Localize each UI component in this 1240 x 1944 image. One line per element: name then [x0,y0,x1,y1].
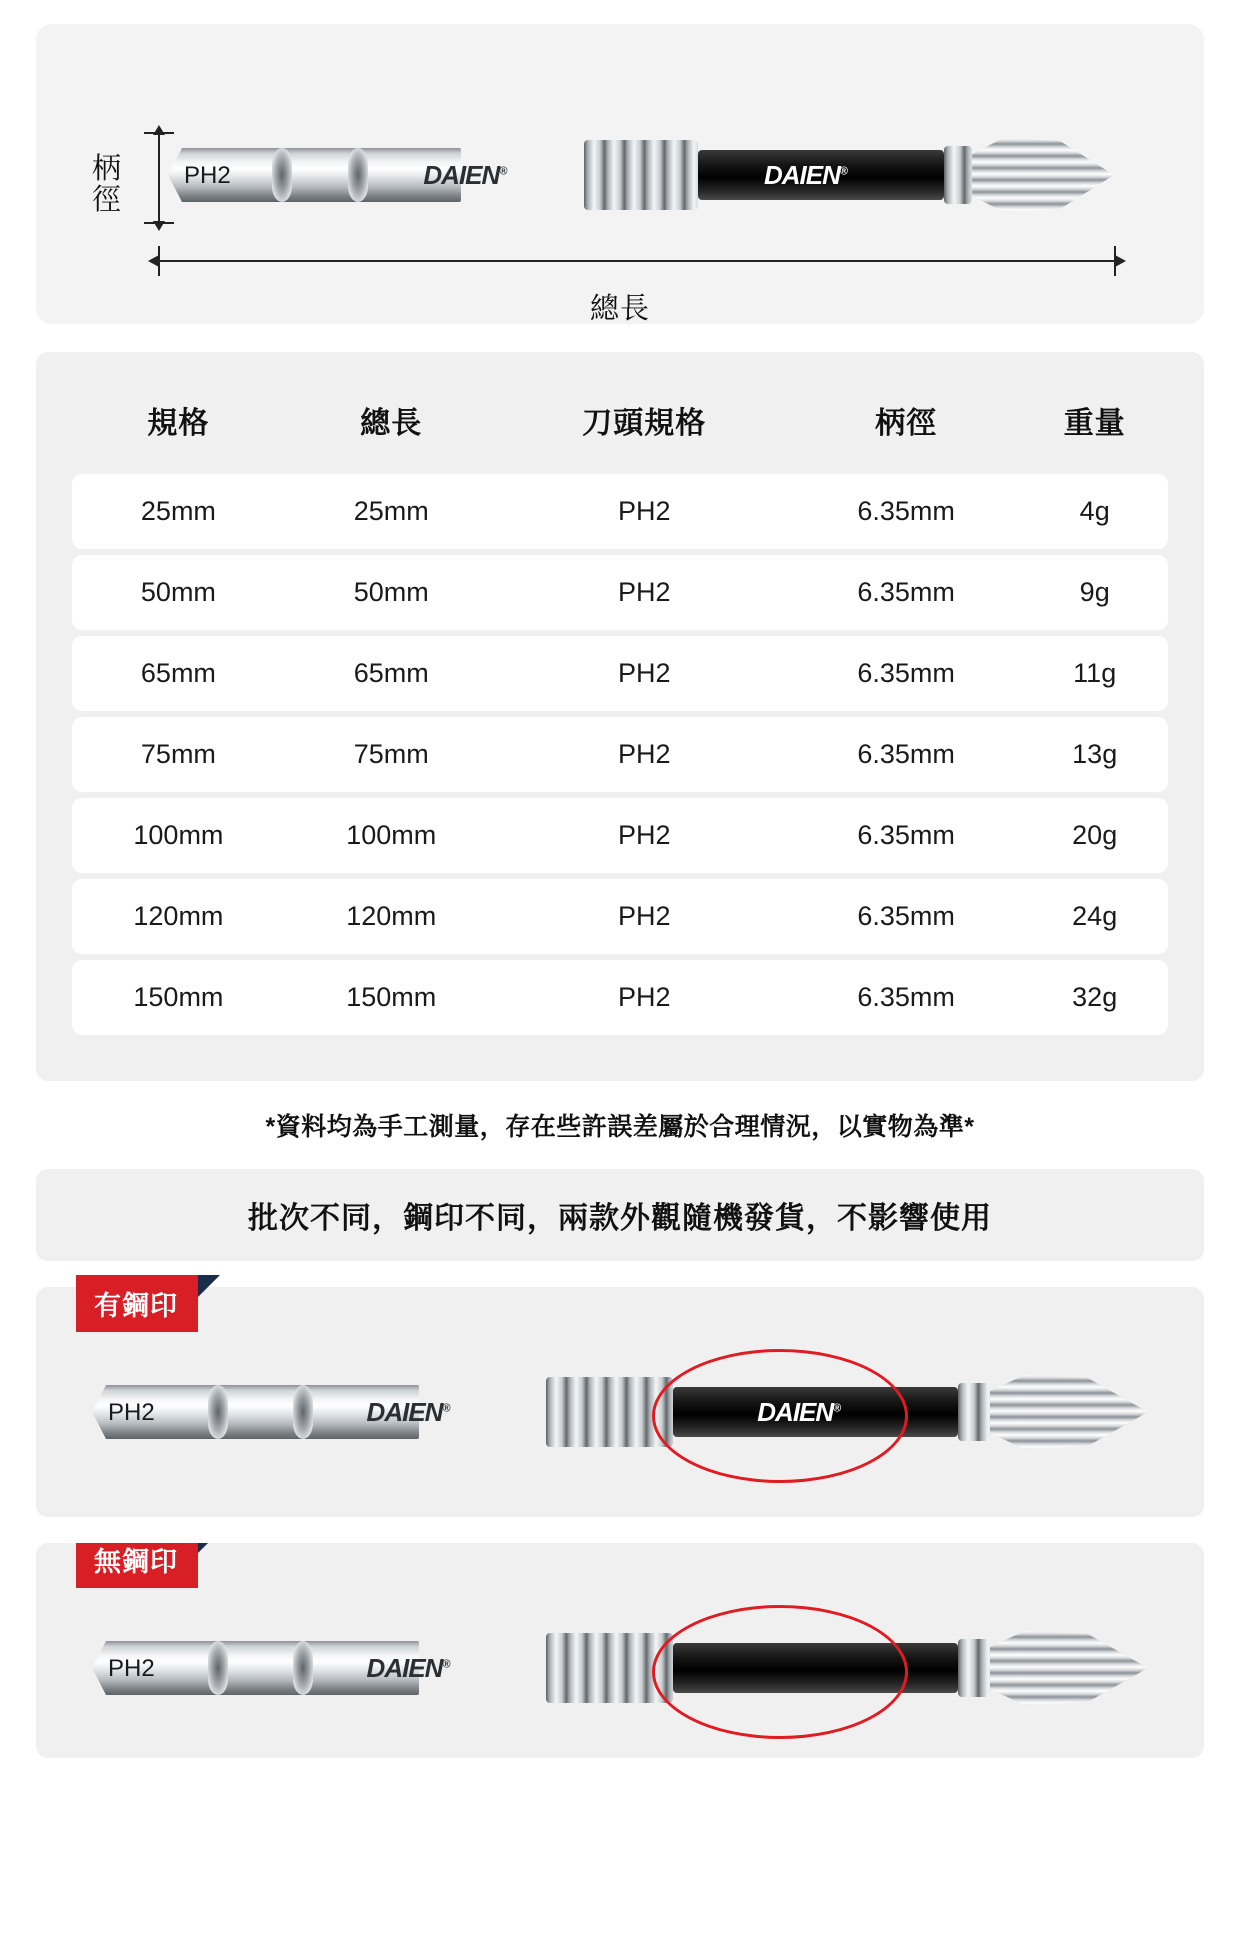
registered-mark-icon: ® [442,1402,450,1415]
variant-panel-unstamped [36,1543,1204,1758]
spec-table-panel [36,352,1204,1081]
table-cell: PH2 [498,960,791,1035]
bit-collar [958,1383,990,1441]
table-cell: 50mm [72,555,285,630]
spec-table-body [72,474,1168,1035]
table-cell: 120mm [72,879,285,954]
bit-collar [944,146,972,204]
table-cell: 120mm [285,879,498,954]
table-cell: 4g [1021,474,1168,549]
table-header-cell: 總長 [360,407,423,440]
table-cell: 32g [1021,960,1168,1035]
bit-brand-metal: DAIEN® [366,1653,450,1683]
total-length-label: 總長 [589,293,650,325]
bit-groove-icon [208,1641,228,1695]
table-cell: 65mm [285,636,498,711]
table-cell: 20g [1021,798,1168,873]
vertical-measure-arrow-icon [158,134,160,222]
bit-groove-icon [293,1385,313,1439]
table-cell: 25mm [285,474,498,549]
table-cell: 6.35mm [791,798,1022,873]
registered-mark-icon: ® [839,165,847,178]
table-cell: 25mm [72,474,285,549]
variant-panel-stamped [36,1287,1204,1517]
bit-brand-black: DAIEN® [763,160,847,190]
table-cell: PH2 [498,798,791,873]
table-cell: 9g [1021,555,1168,630]
bit-phillips-tip [990,1631,1148,1705]
table-header-cell: 重量 [1063,407,1126,440]
highlight-ellipse-stamped [652,1349,908,1483]
batch-info-panel [36,1169,1204,1261]
bit-groove-icon [293,1641,313,1695]
table-cell: 150mm [285,960,498,1035]
registered-mark-icon: ® [833,1402,841,1415]
table-cell: 100mm [72,798,285,873]
table-cell: 100mm [285,798,498,873]
table-cell: 50mm [285,555,498,630]
table-cell: 6.35mm [791,474,1022,549]
table-header-cell: 柄徑 [875,407,938,440]
highlight-ellipse-unstamped [652,1605,908,1739]
bit-phillips-tip [990,1375,1148,1449]
spec-table [72,382,1168,1041]
table-cell: 13g [1021,717,1168,792]
bit-collar [958,1639,990,1697]
table-cell: 150mm [72,960,285,1035]
drill-bit-graphic [168,132,1114,218]
table-row [72,798,1168,873]
table-row [72,960,1168,1035]
bit-brand-metal: DAIEN® [366,1397,450,1427]
table-cell: 75mm [285,717,498,792]
table-cell: PH2 [498,555,791,630]
shank-diameter-label-line2: 徑 [92,184,123,217]
bit-groove-icon [208,1385,228,1439]
shank-diameter-label [92,154,122,217]
bit-brand-black: DAIEN® [757,1397,841,1427]
hero-diagram-panel [36,24,1204,324]
table-header-row [72,388,1168,468]
batch-info-text: 批次不同，鋼印不同，兩款外觀隨機發貨，不影響使用 [248,1202,992,1235]
bit-groove-icon [272,148,292,202]
table-row [72,717,1168,792]
table-cell: PH2 [498,879,791,954]
table-row [72,879,1168,954]
table-cell: 6.35mm [791,960,1022,1035]
drill-bit-graphic-stamped [92,1369,1148,1455]
horizontal-measure-arrow-icon [158,260,1116,262]
table-cell: 6.35mm [791,717,1022,792]
variant-tag-unstamped: 無鋼印 [76,1543,198,1588]
registered-mark-icon: ® [442,1658,450,1671]
table-cell: 11g [1021,636,1168,711]
registered-mark-icon: ® [499,165,507,178]
table-cell: 75mm [72,717,285,792]
measurement-note: *資料均為手工測量，存在些許誤差屬於合理情況，以實物為準* [265,1113,975,1141]
table-cell: 24g [1021,879,1168,954]
spec-table-head [72,388,1168,468]
table-cell: 65mm [72,636,285,711]
table-cell: PH2 [498,717,791,792]
drill-bit-graphic-unstamped [92,1625,1148,1711]
table-cell: PH2 [498,474,791,549]
product-detail-page [0,24,1240,1758]
variant-tag-stamped: 有鋼印 [76,1275,198,1332]
table-row [72,474,1168,549]
bit-phillips-tip [972,138,1114,212]
bit-size-stamp: PH2 [108,1399,155,1426]
bit-knurl-rings [584,140,698,210]
table-cell: 6.35mm [791,636,1022,711]
table-cell: 6.35mm [791,879,1022,954]
bit-size-stamp: PH2 [184,162,231,189]
table-row [72,555,1168,630]
table-cell: 6.35mm [791,555,1022,630]
table-header-cell: 規格 [147,407,210,440]
bit-groove-icon [348,148,368,202]
bit-size-stamp: PH2 [108,1655,155,1682]
table-cell: PH2 [498,636,791,711]
shank-diameter-label-line1: 柄 [92,153,123,185]
bit-brand-metal: DAIEN® [423,160,507,190]
table-header-cell: 刀頭規格 [582,407,707,440]
hero-diagram-inner [36,24,1204,324]
table-row [72,636,1168,711]
